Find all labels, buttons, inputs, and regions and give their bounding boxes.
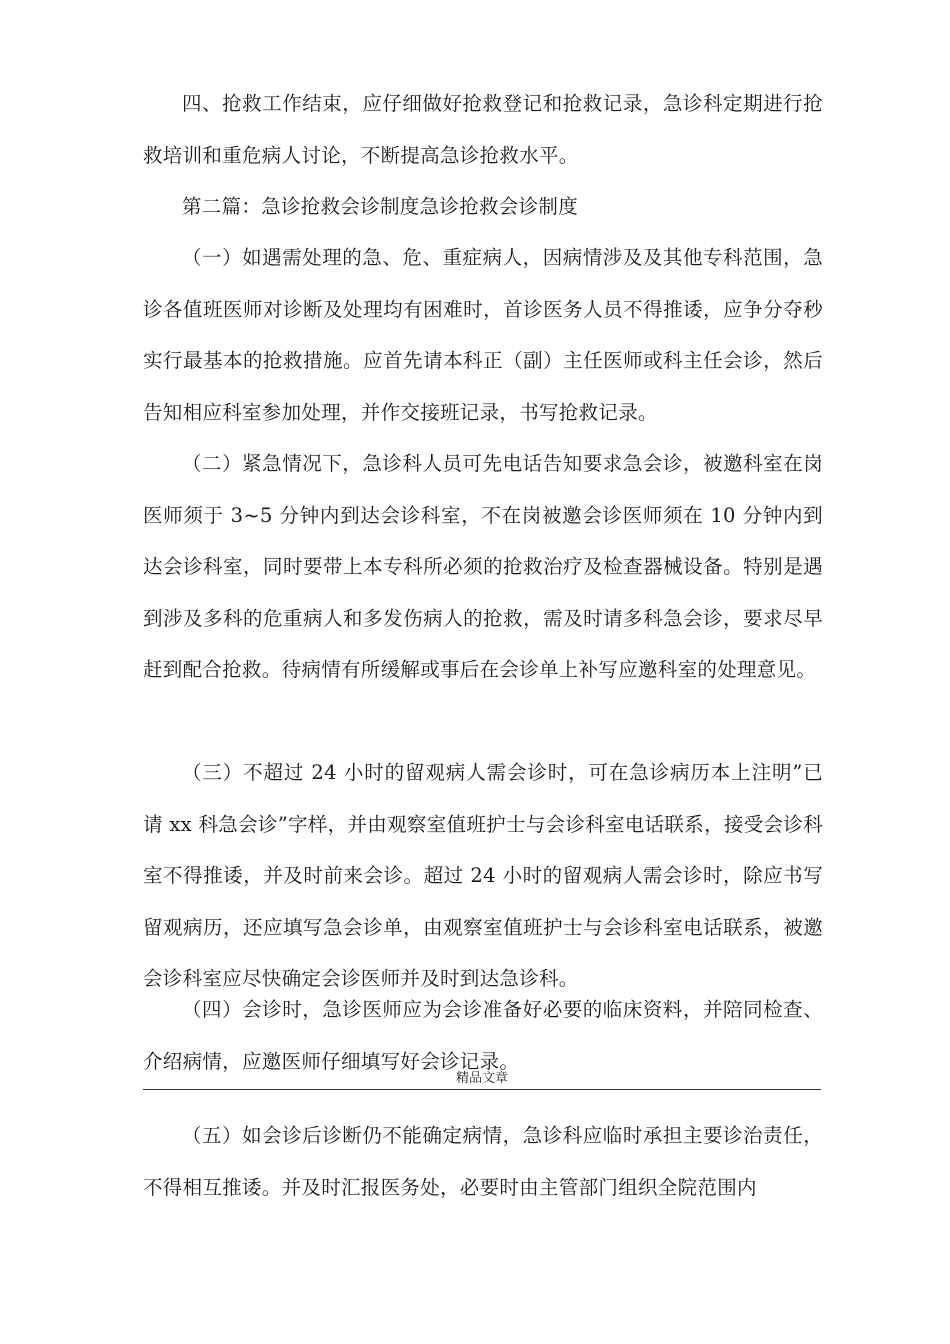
footer-label: 精品文章 [455, 1071, 508, 1086]
paragraph-rescue-records: 四、抢救工作结束，应仔细做好抢救登记和抢救记录，急诊科定期进行抢救培训和重危病人讨论，不断提高急诊抢救水平。 [143, 92, 823, 167]
paragraph-item-5: （五）如会诊后诊断仍不能确定病情，急诊科应临时承担主要诊治责任，不得相互推诿。并及时汇报医务处，必要时由主管部门组织全院范围内 [143, 1124, 823, 1199]
paragraph-item-1: （一）如遇需处理的急、危、重症病人，因病情涉及及其他专科范围，急诊各值班医师对诊断及处理均有困难时，首诊医务人员不得推诿，应争分夺秒实行最基本的抢救措施。应首先请本科正（副）主任医师或科主任会诊，然后告知相应科室参加处理，并作交接班记录，书写抢救记录。 [143, 246, 823, 424]
paragraph-item-3: （三）不超过 24 小时的留观病人需会诊时，可在急诊病历本上注明”已请 xx 科急会诊”字样，并由观察室值班护士与会诊科室电话联系，接受会诊科室不得推诿，并及时前来会诊。超过 24 小时的留观病人需会诊时，除应书写留观病历，还应填写急会诊单，由观察室值班护士与会诊科室电话联系，被邀会诊科室应尽快确定会诊医师并及时到达急诊科。 [143, 761, 823, 990]
paragraph-item-4: （四）会诊时，急诊医师应为会诊准备好必要的临床资料，并陪同检查、介绍病情，应邀医师仔细填写好会诊记录。 [143, 998, 823, 1073]
footer-divider [143, 1089, 821, 1090]
section-heading: 第二篇：急诊抢救会诊制度急诊抢救会诊制度 [182, 195, 579, 218]
paragraph-item-2: （二）紧急情况下，急诊科人员可先电话告知要求急会诊，被邀科室在岗医师须于 3~5 分钟内到达会诊科室，不在岗被邀会诊医师须在 10 分钟内到达会诊科室，同时要带上本专科所必须的抢救治疗及检查器械设备。特别是遇到涉及多科的危重病人和多发伤病人的抢救，需及时请多科急会诊，要求尽早赶到配合抢救。待病情有所缓解或事后在会诊单上补写应邀科室的处理意见。 [143, 452, 823, 681]
